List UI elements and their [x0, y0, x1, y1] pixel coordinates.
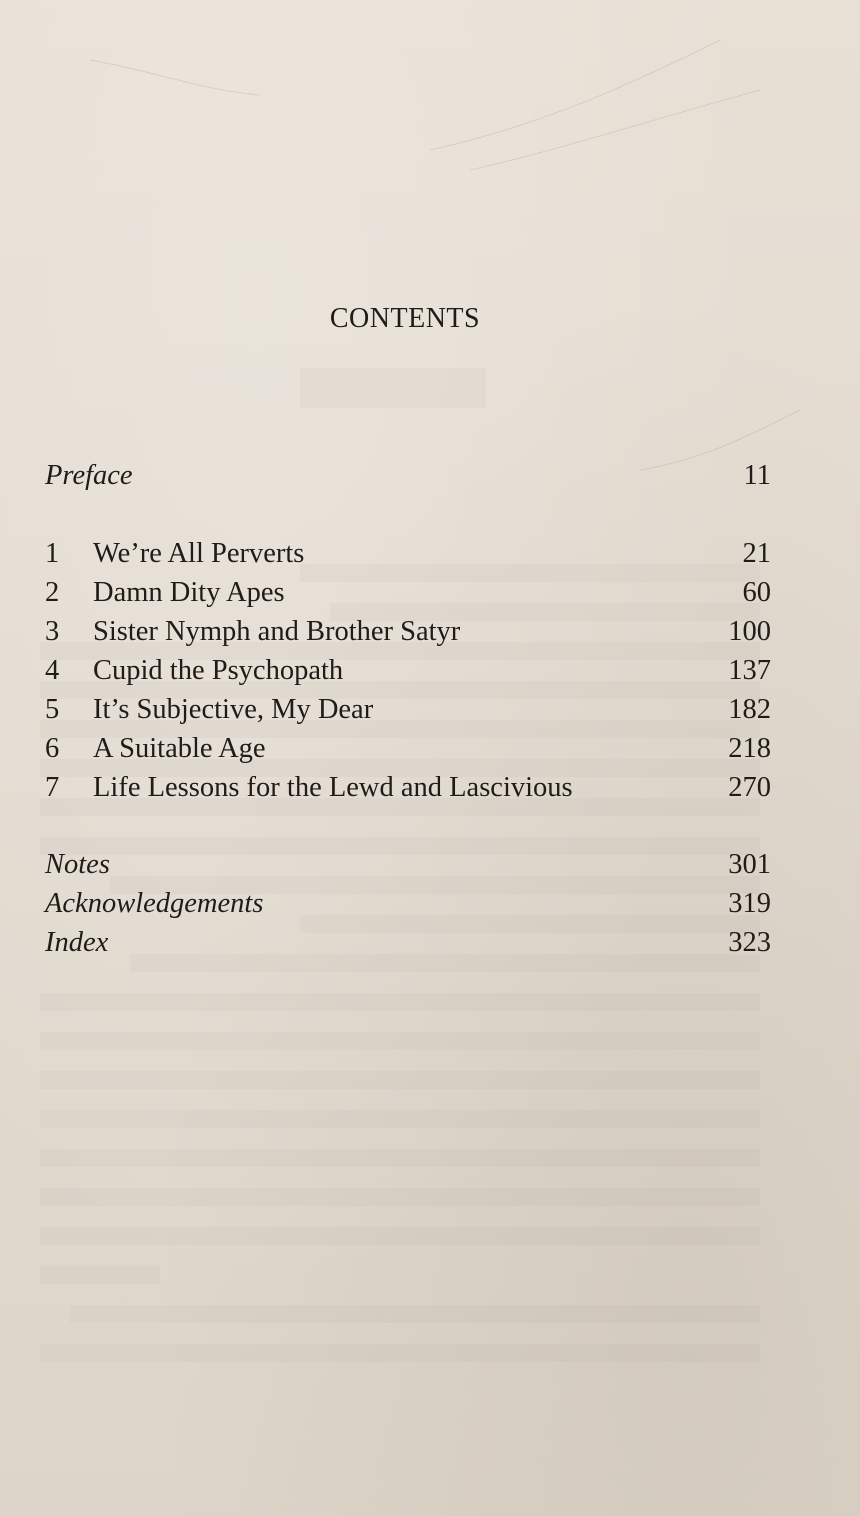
toc-entry-label: Preface	[45, 460, 133, 491]
toc-entry-index[interactable]	[45, 925, 771, 961]
chapter-title: Damn Dity Apes	[93, 577, 285, 608]
chapter-title: Sister Nymph and Brother Satyr	[93, 616, 461, 647]
toc-entry-chapter-4[interactable]	[45, 653, 771, 689]
chapter-title: It’s Subjective, My Dear	[93, 694, 374, 725]
toc-page-number: 319	[728, 888, 771, 919]
chapter-number: 2	[45, 577, 60, 608]
toc-entry-notes[interactable]	[45, 847, 771, 883]
toc-page-number: 21	[742, 538, 771, 569]
chapter-number: 1	[45, 538, 60, 569]
toc-page-number: 218	[728, 733, 771, 764]
toc-page-number: 270	[728, 772, 771, 803]
toc-entry-chapter-3[interactable]	[45, 614, 771, 650]
toc-page-number: 60	[742, 577, 771, 608]
toc-entry-chapter-1[interactable]	[45, 536, 771, 572]
chapter-title: We’re All Perverts	[93, 538, 305, 569]
chapter-number: 4	[45, 655, 60, 686]
toc-entry-chapter-6[interactable]	[45, 731, 771, 767]
toc-page-number: 301	[728, 849, 771, 880]
toc-page-number: 100	[728, 616, 771, 647]
toc-entry-acknowledgements[interactable]	[45, 886, 771, 922]
contents-heading: CONTENTS	[329, 303, 481, 334]
toc-entry-chapter-2[interactable]	[45, 575, 771, 611]
chapter-number: 7	[45, 772, 60, 803]
chapter-title: A Suitable Age	[93, 733, 266, 764]
toc-entry-label: Index	[45, 927, 109, 958]
toc-entry-chapter-5[interactable]	[45, 692, 771, 728]
chapter-number: 3	[45, 616, 60, 647]
toc-page-number: 11	[743, 460, 771, 491]
chapter-number: 5	[45, 694, 60, 725]
toc-page-number: 137	[728, 655, 771, 686]
chapter-title: Life Lessons for the Lewd and Lascivious	[93, 772, 573, 803]
chapter-number: 6	[45, 733, 60, 764]
chapter-title: Cupid the Psychopath	[93, 655, 344, 686]
toc-page-number: 323	[728, 927, 771, 958]
toc-entry-label: Notes	[45, 849, 110, 880]
toc-page-number: 182	[728, 694, 771, 725]
toc-entry-label: Acknowledgements	[45, 888, 264, 919]
toc-entry-chapter-7[interactable]	[45, 770, 771, 806]
toc-entry-preface[interactable]	[45, 458, 771, 494]
